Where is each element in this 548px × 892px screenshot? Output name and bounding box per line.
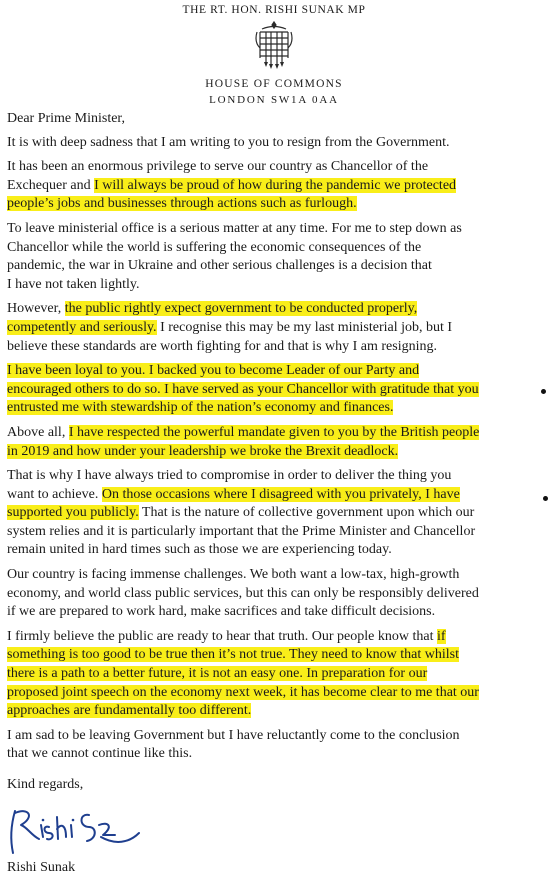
text-segment: system relies and it is particularly important that the Prime Minister and Chancellor xyxy=(7,523,476,539)
paragraph-line xyxy=(7,257,545,276)
letterhead-name: THE RT. HON. RISHI SUNAK MP xyxy=(182,4,366,16)
text-segment: I recognise this may be my last ministerial job, but I xyxy=(156,319,453,335)
paragraph-line xyxy=(7,177,545,196)
text-segment: Our country is facing immense challenges. We both want a low-tax, high-growth xyxy=(7,567,460,583)
paragraph xyxy=(7,424,545,461)
text-segment: if we are prepared to work hard, make sacrifices and take difficult decisions. xyxy=(7,604,436,620)
paragraph-line xyxy=(7,362,545,381)
paragraph xyxy=(7,362,545,418)
text-segment: economy, and world class public services, but this can only be responsibly delivered xyxy=(7,585,479,601)
paragraph-line xyxy=(7,300,545,319)
highlighted-text: On those occasions where I disagreed with you privately, I have xyxy=(101,486,460,502)
highlighted-text: if xyxy=(436,628,446,644)
text-segment: To leave ministerial office is a serious matter at any time. For me to step down as xyxy=(7,220,462,236)
highlighted-text: there is a path to a better future, it is not an easy one. In preparation for our xyxy=(7,666,428,682)
paragraph-line xyxy=(7,684,545,703)
text-segment: It has been an enormous privilege to serve our country as Chancellor of the xyxy=(7,159,429,175)
paragraph-line xyxy=(7,134,545,153)
highlighted-text: encouraged others to do so. I have served as your Chancellor with gratitude that you xyxy=(7,381,479,397)
letter-body xyxy=(7,110,545,877)
text-segment: I have not taken lightly. xyxy=(7,276,140,292)
text-segment: Exchequer and xyxy=(7,177,95,193)
paragraph xyxy=(7,467,545,560)
paragraph-line xyxy=(7,585,545,604)
paragraph-line xyxy=(7,523,545,542)
paragraph-line xyxy=(7,745,545,764)
letter-paragraphs xyxy=(7,134,545,764)
signature-image xyxy=(5,805,145,857)
text-segment: Above all, xyxy=(7,424,69,440)
text-segment: However, xyxy=(7,301,65,317)
paragraph-line xyxy=(7,424,545,443)
paragraph xyxy=(7,566,545,622)
paragraph-line xyxy=(7,646,545,665)
edge-mark xyxy=(541,389,546,394)
salutation: Dear Prime Minister, xyxy=(7,111,126,126)
paragraph-line xyxy=(7,665,545,684)
highlighted-text: in 2019 and how under your leadership we broke the Brexit deadlock. xyxy=(7,443,399,459)
highlighted-text: entrusted me with stewardship of the nation’s economy and finances. xyxy=(7,400,394,416)
text-segment: That is why I have always tried to compromise in order to deliver the thing you xyxy=(7,468,452,484)
text-segment: That is the nature of collective government upon which our xyxy=(138,505,475,521)
highlighted-text: I will always be proud of how during the pandemic we protected xyxy=(94,177,457,193)
paragraph-line xyxy=(7,399,545,418)
paragraph-line xyxy=(7,603,545,622)
highlighted-text: the public rightly expect government to be conducted properly, xyxy=(64,301,418,317)
paragraph-line xyxy=(7,443,545,462)
highlighted-text: I have been loyal to you. I backed you to become Leader of our Party and xyxy=(7,363,420,379)
paragraph-line xyxy=(7,338,545,357)
paragraph-line xyxy=(7,504,545,523)
paragraph xyxy=(7,158,545,214)
text-segment: believe these standards are worth fighting for and that is why I am resigning. xyxy=(7,338,437,354)
paragraph xyxy=(7,220,545,294)
highlighted-text: approaches are fundamentally too different. xyxy=(7,703,252,719)
signatory-name: Rishi Sunak xyxy=(7,859,76,875)
paragraph xyxy=(7,628,545,721)
text-segment: that we cannot continue like this. xyxy=(7,746,193,762)
paragraph xyxy=(7,727,545,764)
highlighted-text: proposed joint speech on the economy next week, it has become clear to me that our xyxy=(7,684,479,700)
text-segment: I firmly believe the public are ready to hear that truth. Our people know that xyxy=(7,628,437,644)
paragraph xyxy=(7,300,545,356)
paragraph-line xyxy=(7,628,545,647)
paragraph-line xyxy=(7,276,545,295)
text-segment: want to achieve. xyxy=(7,486,102,502)
paragraph-line xyxy=(7,319,545,338)
letterhead-house: HOUSE OF COMMONS xyxy=(205,78,343,90)
paragraph-line xyxy=(7,467,545,486)
text-segment: It is with deep sadness that I am writing to you to resign from the Government. xyxy=(7,134,450,150)
paragraph-line xyxy=(7,220,545,239)
text-segment: Chancellor while the world is suffering the economic consequences of the xyxy=(7,239,422,255)
paragraph-line xyxy=(7,239,545,258)
paragraph-line xyxy=(7,702,545,721)
portcullis-icon xyxy=(254,20,294,70)
closing: Kind regards, xyxy=(7,777,84,792)
highlighted-text: I have respected the powerful mandate given to you by the British people xyxy=(68,424,480,440)
highlighted-text: something is too good to be true then it’s not true. They need to know that whilst xyxy=(7,647,459,663)
paragraph-line xyxy=(7,486,545,505)
paragraph-line xyxy=(7,158,545,177)
paragraph-line xyxy=(7,381,545,400)
highlighted-text: competently and seriously. xyxy=(7,319,157,335)
edge-mark xyxy=(543,496,548,501)
text-segment: I am sad to be leaving Government but I have reluctantly come to the conclusion xyxy=(7,727,460,743)
letterhead-address: LONDON SW1A 0AA xyxy=(209,94,339,106)
paragraph-line xyxy=(7,541,545,560)
highlighted-text: people’s jobs and businesses through actions such as furlough. xyxy=(7,196,357,212)
paragraph-line xyxy=(7,566,545,585)
text-segment: remain united in hard times such as those we are experiencing today. xyxy=(7,542,392,558)
paragraph xyxy=(7,134,545,153)
text-segment: pandemic, the war in Ukraine and other serious challenges is a decision that xyxy=(7,258,432,274)
paragraph-line xyxy=(7,727,545,746)
highlighted-text: supported you publicly. xyxy=(7,505,139,521)
paragraph-line xyxy=(7,195,545,214)
